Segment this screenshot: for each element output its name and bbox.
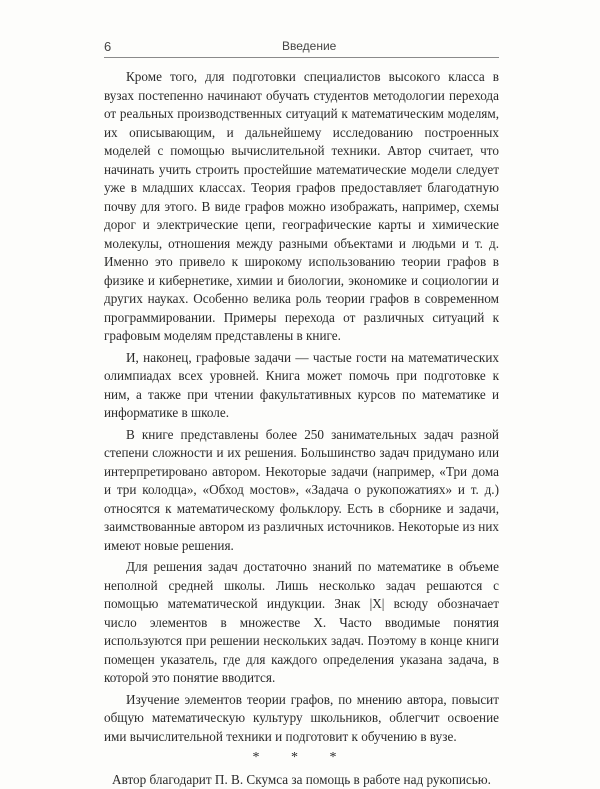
section-title: Введение [282,39,336,53]
running-header [104,37,499,58]
paragraph-2: И, наконец, графовые задачи — частые гости на математических олимпиадах всех уровней. Книга может помочь при подготовке к ним, а также при чтении факультативных курсов по математике и информатике в школе. [104,349,499,423]
paragraph-3: В книге представлены более 250 занимательных задач разной степени сложности и их решения. Большинство задач придумано или интерпретировано автором. Некоторые задачи (например, «Три дома и три колодца», «Обход мостов», «Задача о рукопожатиях» и т. д.) относятся к математическому фольклору. Есть в сборнике и задачи, заимствованные автором из различных источников. Некоторые из них имеют новые решения. [104,426,499,556]
paragraph-5: Изучение элементов теории графов, по мнению автора, повысит общую математическую культуру школьников, облегчит освоение ими вычислительной техники и подготовит к обучению в вузе. [104,691,499,747]
body-text [104,68,499,789]
paragraph-4: Для решения задач достаточно знаний по математике в объеме неполной средней школы. Лишь несколько задач решаются с помощью математической индукции. Знак |X| всюду обозначает число элементов в множестве X. Часто вводимые понятия используются при решении нескольких задач. Поэтому в конце книги помещен указатель, где для каждого определения указана задача, в которой это понятие вводится. [104,558,499,688]
page-number: 6 [104,39,111,54]
acknowledgement: Автор благодарит П. В. Скумса за помощь в работе над рукописью. [104,771,499,789]
paragraph-1: Кроме того, для подготовки специалистов высокого класса в вузах постепенно начинают обучать студентов методологии перехода от реальных производственных ситуаций к математическим моделям, их описывающим, и дальнейшему исследованию построенных моделей с помощью вычислительной техники. Автор считает, что начинать учить строить простейшие математические модели следует уже в младших классах. Теория графов предоставляет благодатную почву для этого. В виде графов можно изображать, например, схемы дорог и электрические цепи, географические карты и химические молекулы, отношения между разными объектами и людьми и т. д. Именно это привело к широкому использованию теории графов в физике и кибернетике, химии и биологии, экономике и социологии и других науках. Особенно велика роль теории графов в современном программировании. Примеры перехода от различных ситуаций к графовым моделям представлены в книге. [104,68,499,346]
section-separator: * * * [104,749,499,768]
